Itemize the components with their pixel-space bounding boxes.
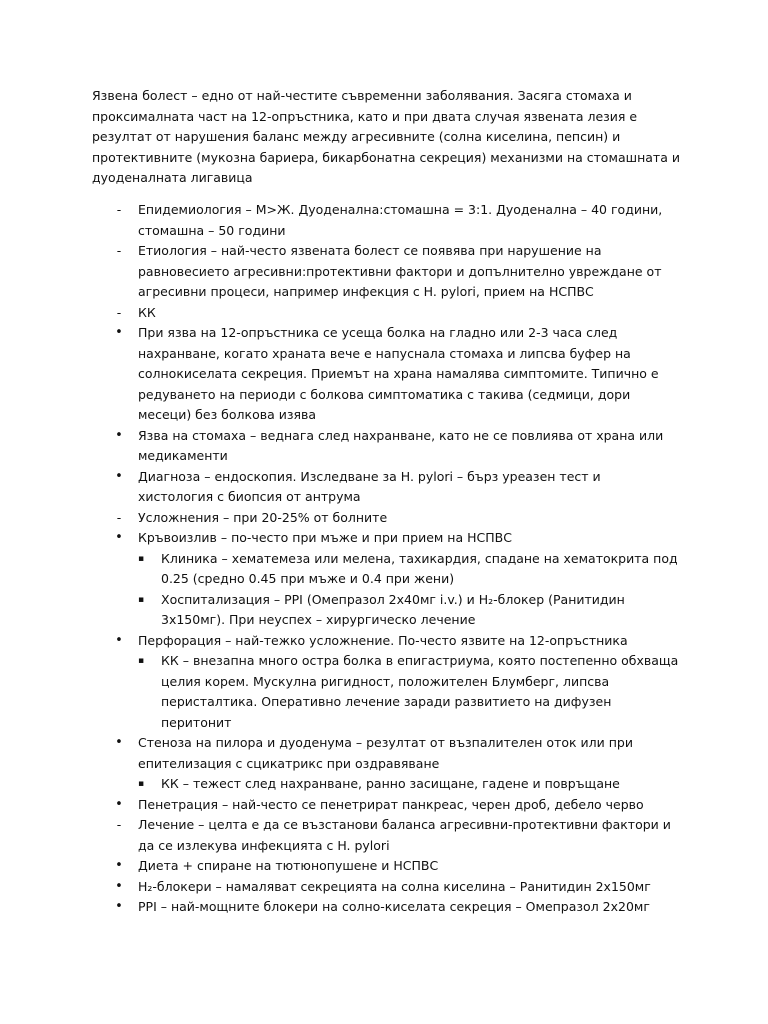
dash-marker: - <box>116 202 122 217</box>
sub-list-item <box>0 651 681 733</box>
list-item <box>0 877 678 898</box>
list-item <box>0 528 678 549</box>
bullet-marker: • <box>115 325 123 340</box>
bullet-marker: • <box>115 427 123 443</box>
list-item <box>0 856 678 877</box>
list-item-text: КК – тежест след нахранване, ранно засищане, гадене и повръщане <box>161 776 620 791</box>
list-item-text: Язва на стомаха – веднага след нахранване, като не се повлиява от храна или медикаменти <box>138 427 664 463</box>
list-item <box>0 815 678 856</box>
list-item-text: Етиология – най-често язвената болест се появява при нарушение на равновесието агресивни:протективни фактори и допълнително увреждане от агресивни процеси, например инфекция с H. pylori, прием на НСПВС <box>138 243 662 299</box>
bullet-marker: • <box>115 632 123 648</box>
bullet-marker: • <box>115 858 123 873</box>
sub-list-item <box>0 774 681 795</box>
square-bullet-icon: ▪ <box>137 779 145 789</box>
list-item-text: Лечение – целта е да се възстанови баланса агресивни-протективни фактори и да се излекува инфекцията с H. pylori <box>138 817 671 853</box>
list-item <box>0 200 678 241</box>
list-item-text: Перфорация – най-тежко усложнение. По-често язвите на 12-опръстника <box>138 632 628 648</box>
list-item-text: Усложнения – при 20-25% от болните <box>138 509 388 525</box>
dash-marker: - <box>116 304 122 320</box>
notes-list <box>0 200 768 918</box>
square-bullet-icon: ▪ <box>137 553 145 564</box>
list-item <box>0 323 678 426</box>
dash-marker: - <box>116 243 122 258</box>
bullet-marker: • <box>115 899 123 914</box>
list-item-text: Диагноза – ендоскопия. Изследване за H. pylori – бърз уреазен тест и хистология с биопсия от антрума <box>138 468 601 504</box>
list-item-text: H₂-блокери – намаляват секрецията на солна киселина – Ранитидин 2х150мг <box>138 878 651 894</box>
list-item-text: Епидемиология – М>Ж. Дуоденална:стомашна = 3:1. Дуоденална – 40 години, стомашна – 50 години <box>138 202 663 238</box>
list-item-text: Хоспитализация – PPI (Омепразол 2х40мг i.v.) и H₂-блокер (Ранитидин 3х150мг). При неуспех – хирургическо лечение <box>161 591 625 627</box>
sub-list-item <box>0 590 681 631</box>
list-item <box>0 467 678 508</box>
bullet-marker: • <box>115 735 123 750</box>
list-item-text: Кръвоизлив – по-често при мъже и при прием на НСПВС <box>138 530 512 545</box>
list-item <box>0 241 678 303</box>
sub-list-item <box>0 549 681 590</box>
list-item-text: КК – внезапна много остра болка в епигастриума, която постепенно обхваща целия корем. Мускулна ригидност, положителен Блумберг, липсва перисталтика. Оперативно лечение заради развитието на дифузен перитонит <box>161 653 679 730</box>
list-item <box>0 303 678 324</box>
list-item <box>0 631 678 652</box>
list-item <box>0 426 678 467</box>
bullet-marker: • <box>115 878 123 894</box>
square-bullet-icon: ▪ <box>137 656 145 666</box>
list-item-text: PPI – най-мощните блокери на солно-киселата секреция – Омепразол 2х20мг <box>138 899 650 914</box>
list-item-text: При язва на 12-опръстника се усеща болка на гладно или 2-3 часа след нахранване, когато храната вече е напуснала стомаха и липсва буфер на солнокиселата секреция. Приемът на храна намалява симптомите. Типично е редуването на периоди с болкова симптоматика с такива (седмици, дори месеци) без болкова изява <box>138 325 659 422</box>
bullet-marker: • <box>115 796 123 812</box>
bullet-marker: • <box>115 468 123 484</box>
list-item-text: Клиника – хематемеза или мелена, тахикардия, спадане на хематокрита под 0.25 (средно 0.45 при мъже и 0.4 при жени) <box>161 550 678 586</box>
list-item-text: Пенетрация – най-често се пенетрират панкреас, черен дроб, дебело черво <box>138 796 644 812</box>
list-item-text: Стеноза на пилора и дуоденума – резултат от възпалителен оток или при епителизация с сцикатрикс при оздравяване <box>138 735 633 771</box>
list-item <box>0 508 678 529</box>
dash-marker: - <box>116 509 122 525</box>
list-item <box>0 733 678 774</box>
list-item-text: Диета + спиране на тютюнопушене и НСПВС <box>138 858 439 873</box>
bullet-marker: • <box>115 530 123 545</box>
intro-paragraph: Язвена болест – едно от най-честите съвременни заболявания. Засяга стомаха и проксималната част на 12-опръстника, като и при двата случая язвената лезия е резултат от нарушения баланс между агресивните (солна киселина, пепсин) и протективните (мукозна бариера, бикарбонатна секреция) механизми на стомашната и дуоденалната лигавица <box>92 88 680 185</box>
dash-marker: - <box>116 817 122 832</box>
list-item-text: КК <box>138 304 156 320</box>
list-item <box>0 897 678 918</box>
square-bullet-icon: ▪ <box>137 594 145 605</box>
list-item <box>0 795 678 816</box>
